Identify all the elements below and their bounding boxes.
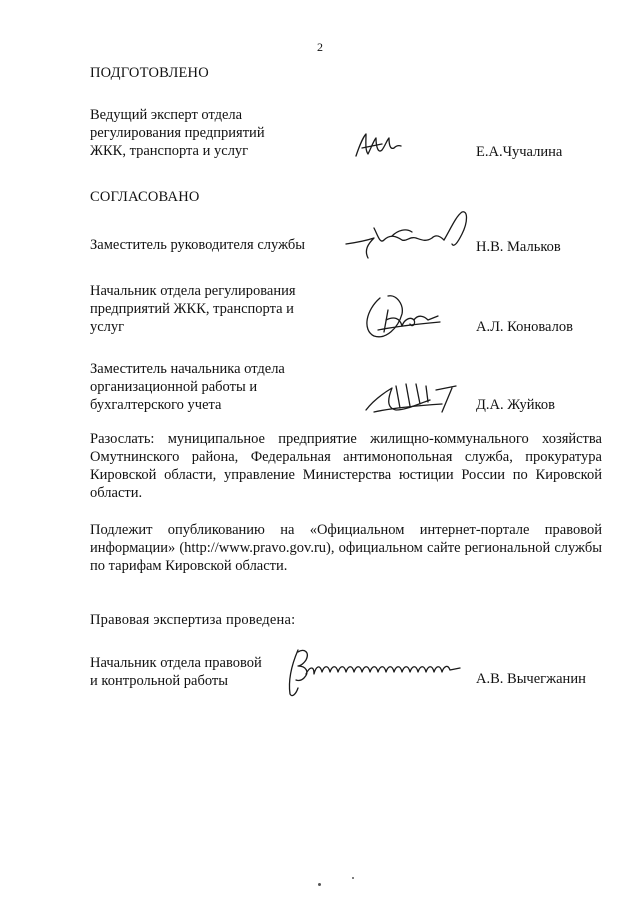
agreed-signer-role-1: Заместитель руководителя службы — [90, 237, 306, 253]
prepared-heading: ПОДГОТОВЛЕНО — [90, 65, 209, 81]
agreed-signer-role-2: Начальник отдела регулирования предприятий ЖКК, транспорта и услуг — [90, 283, 296, 335]
legal-review-heading: Правовая экспертиза проведена: — [90, 612, 296, 628]
agreed-signer-name-3: Д.А. Жуйков — [476, 397, 555, 413]
legal-review-signer-role: Начальник отдела правовой и контрольной работы — [90, 655, 262, 689]
signature-vychegzhanin — [282, 644, 468, 704]
signature-konovalov — [358, 286, 448, 346]
publication-paragraph: Подлежит опубликованию на «Официальном интернет-портале правовой информации» (http://www.pravo.gov.ru), официальном сайте региональной службы по тарифам Кировской области. — [90, 522, 602, 574]
agreed-signer-name-1: Н.В. Мальков — [476, 239, 561, 255]
signature-zhuikov — [362, 372, 462, 420]
prepared-signer-role: Ведущий эксперт отдела регулирования предприятий ЖКК, транспорта и услуг — [90, 107, 265, 159]
prepared-signer-name: Е.А.Чучалина — [476, 144, 563, 160]
agreed-signer-role-3: Заместитель начальника отдела организационной работы и бухгалтерского учета — [90, 361, 285, 413]
page-number: 2 — [317, 40, 323, 54]
scan-speck — [352, 877, 354, 879]
distribution-paragraph: Разослать: муниципальное предприятие жилищно-коммунального хозяйства Омутнинского района, Федеральная антимонопольная служба, прокуратура Кировской области, управление Министерства юстиции России по Кировской области. — [90, 431, 602, 501]
agreed-signer-name-2: А.Л. Коновалов — [476, 319, 573, 335]
scan-speck — [318, 883, 321, 886]
signature-chuchalina — [352, 130, 408, 162]
agreed-heading: СОГЛАСОВАНО — [90, 189, 200, 205]
signature-malkov — [340, 206, 475, 266]
legal-review-signer-name: А.В. Вычегжанин — [476, 671, 586, 687]
